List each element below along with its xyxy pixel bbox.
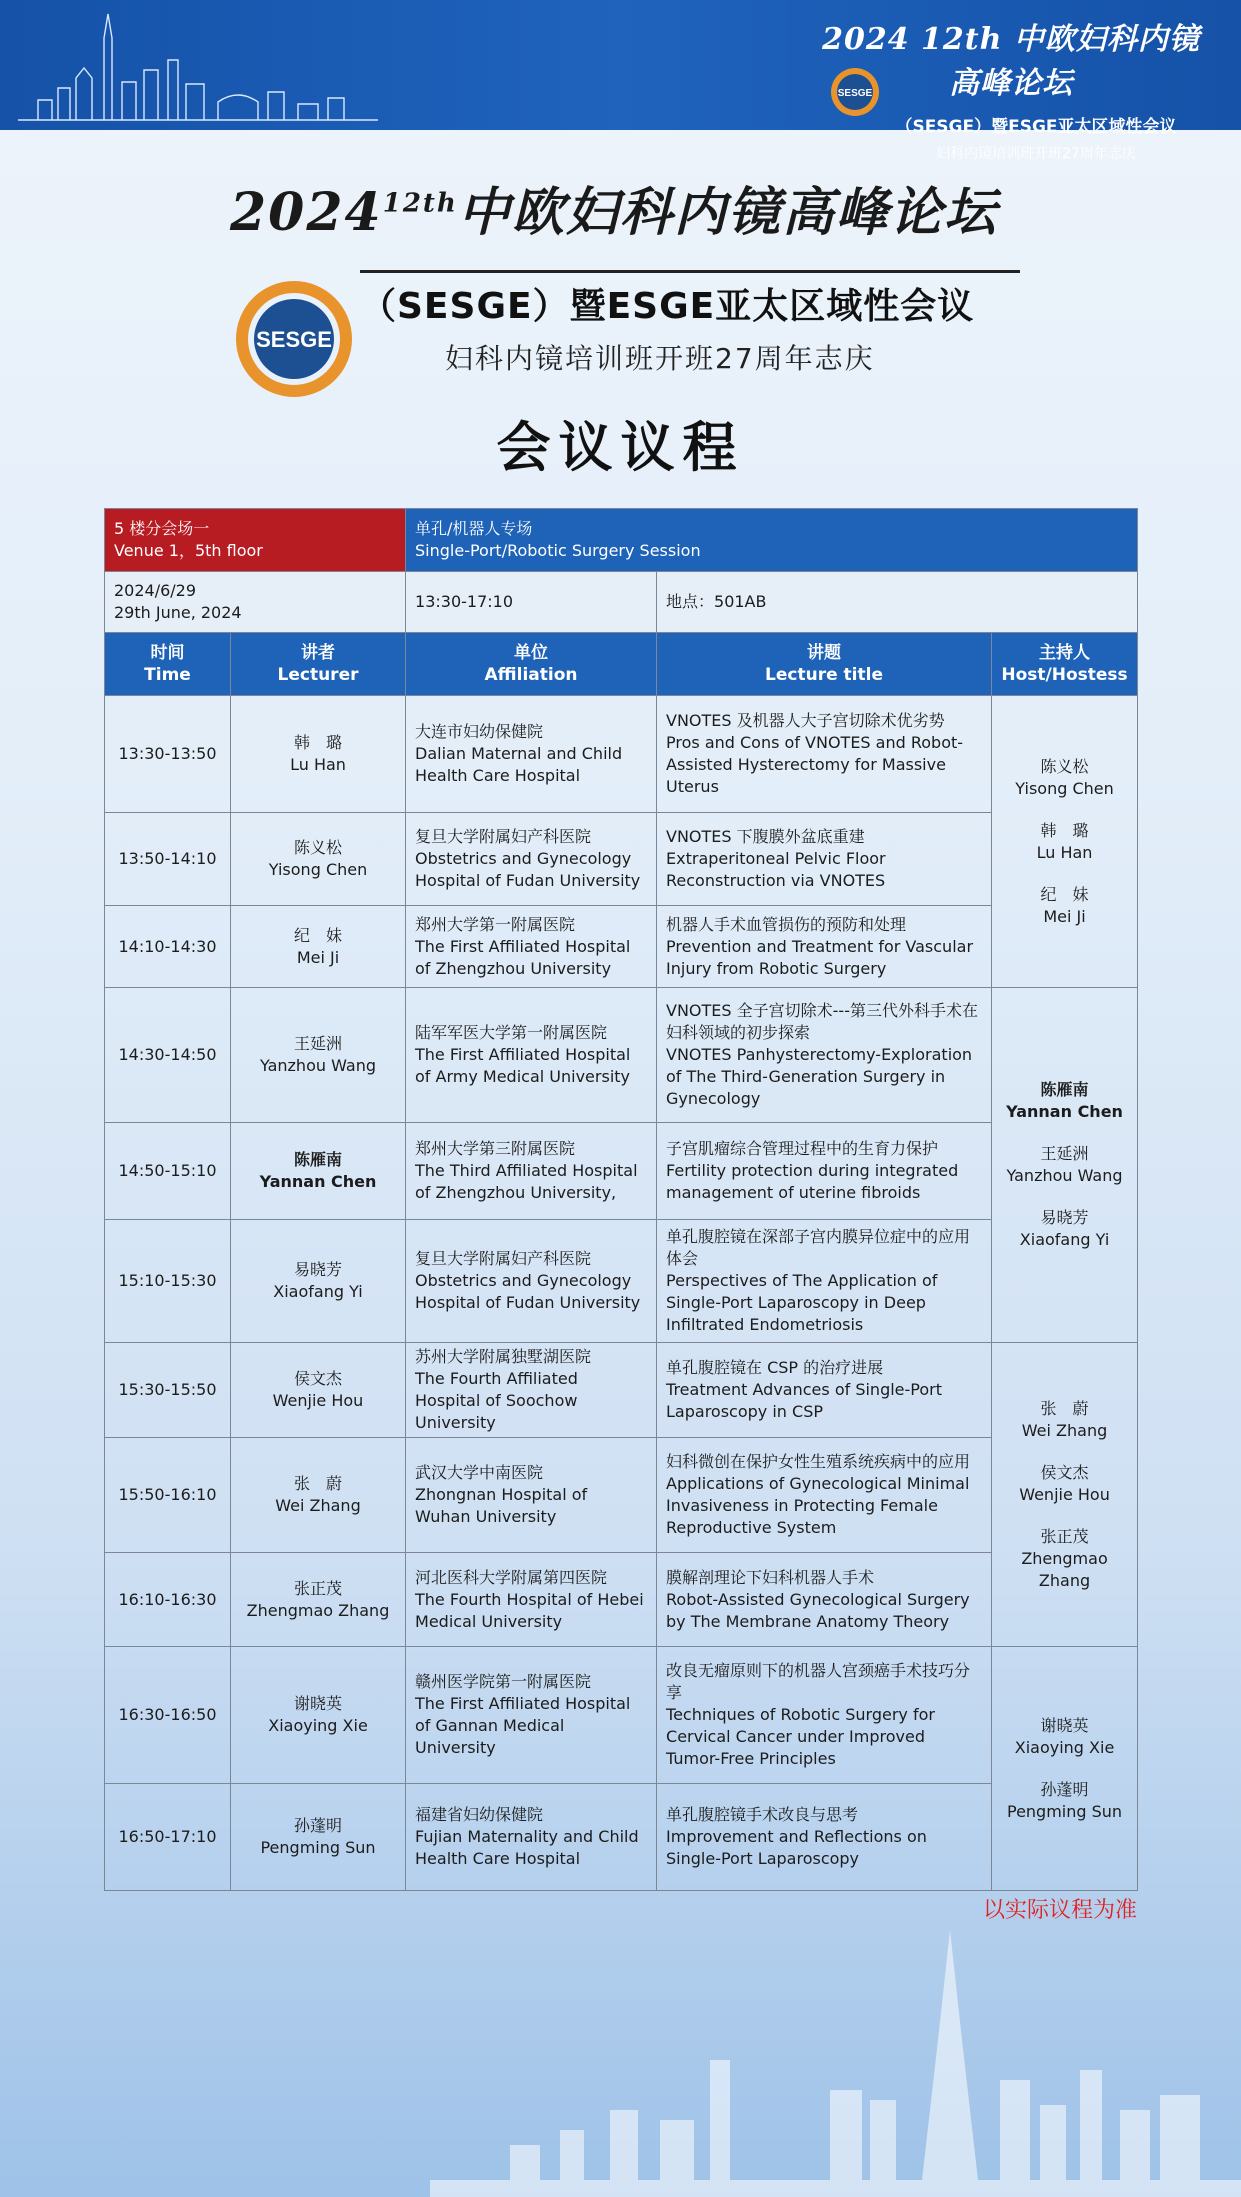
sesge-logo-small-icon — [829, 66, 881, 118]
session-cn: 单孔/机器人专场 — [415, 519, 533, 538]
logo-small-text: SESGE — [837, 88, 873, 99]
col-affiliation: 单位 Affiliation — [406, 633, 657, 696]
table-row — [105, 1553, 1138, 1647]
host-cell: 陈义松 Yisong Chen 韩 璐 Lu Han 纪 妹 Mei Ji — [992, 696, 1138, 988]
agenda-heading: 会议议程 — [496, 415, 745, 479]
affiliation-cell: 福建省妇幼保健院 Fujian Maternality and Child Health Care Hospital — [406, 1784, 657, 1891]
lecture-title-cell: 机器人手术血管损伤的预防和处理 Prevention and Treatment for Vascular Injury from Robotic Surgery — [657, 906, 992, 988]
disclaimer-note: 以实际议程为准 — [982, 1898, 1137, 1923]
time-cell: 15:30-15:50 — [105, 1343, 231, 1438]
lecture-title-cell: 改良无瘤原则下的机器人宫颈癌手术技巧分享 Techniques of Robotic Surgery for Cervical Cancer under Improved Tumor-Free Principles — [657, 1647, 992, 1784]
title-divider — [360, 270, 1020, 273]
host-cell: 陈雁南 Yannan Chen 王延洲 Yanzhou Wang 易晓芳 Xiaofang Yi — [992, 988, 1138, 1343]
date-cell — [105, 572, 406, 633]
host-cell: 谢晓英 Xiaoying Xie 孙蓬明 Pengming Sun — [992, 1647, 1138, 1891]
lecture-title-cell: 单孔腹腔镜在 CSP 的治疗进展 Treatment Advances of Single-Port Laparoscopy in CSP — [657, 1343, 992, 1438]
table-row — [105, 696, 1138, 813]
session-en: Single-Port/Robotic Surgery Session — [415, 541, 701, 560]
lecture-title-cell: 膜解剖理论下妇科机器人手术 Robot-Assisted Gynecological Surgery by The Membrane Anatomy Theory — [657, 1553, 992, 1647]
title-year: 2024 — [230, 182, 383, 243]
lecture-title-cell: VNOTES 全子宫切除术---第三代外科手术在妇科领域的初步探索 VNOTES Panhysterectomy-Exploration of The Third-Generation Surgery in Gynecology — [657, 988, 992, 1123]
location: 地点：501AB — [657, 572, 1138, 633]
affiliation-cell: 大连市妇幼保健院 Dalian Maternal and Child Health Care Hospital — [406, 696, 657, 813]
affiliation-cell: 武汉大学中南医院 Zhongnan Hospital of Wuhan University — [406, 1438, 657, 1553]
title-forum: 中欧妇科内镜高峰论坛 — [457, 182, 998, 243]
logo-text: SESGE — [256, 327, 332, 352]
time-cell: 14:30-14:50 — [105, 988, 231, 1123]
lecturer-cell: 谢晓英 Xiaoying Xie — [231, 1647, 406, 1784]
table-row — [105, 813, 1138, 906]
lecturer-cell: 易晓芳 Xiaofang Yi — [231, 1220, 406, 1343]
lecturer-cell: 孙蓬明 Pengming Sun — [231, 1784, 406, 1891]
table-row — [105, 1123, 1138, 1220]
banner-title: 2024 12th 中欧妇科内镜高峰论坛 — [822, 22, 1200, 101]
title-block — [230, 170, 1030, 245]
table-row — [105, 1343, 1138, 1438]
table-row — [105, 1220, 1138, 1343]
table-row — [105, 1784, 1138, 1891]
affiliation-cell: 赣州医学院第一附属医院 The First Affiliated Hospital of Gannan Medical University — [406, 1647, 657, 1784]
date-cn: 2024/6/29 — [114, 581, 197, 600]
session-time: 13:30-17:10 — [406, 572, 657, 633]
time-cell: 13:30-13:50 — [105, 696, 231, 813]
time-cell: 15:50-16:10 — [105, 1438, 231, 1553]
lecturer-cell: 侯文杰 Wenjie Hou — [231, 1343, 406, 1438]
time-cell: 16:10-16:30 — [105, 1553, 231, 1647]
affiliation-cell: 河北医科大学附属第四医院 The Fourth Hospital of Hebei Medical University — [406, 1553, 657, 1647]
top-banner — [0, 0, 1241, 162]
lecturer-cell: 张正茂 Zhengmao Zhang — [231, 1553, 406, 1647]
host-cell: 张 蔚 Wei Zhang 侯文杰 Wenjie Hou 张正茂 Zhengmao Zhang — [992, 1343, 1138, 1647]
date-en: 29th June, 2024 — [114, 603, 242, 622]
affiliation-cell: 苏州大学附属独墅湖医院 The Fourth Affiliated Hospital of Soochow University — [406, 1343, 657, 1438]
venue-en: Venue 1，5th floor — [114, 541, 263, 560]
anniversary-line: 妇科内镜培训班开班27周年志庆 — [445, 342, 875, 375]
agenda-table — [104, 508, 1138, 1891]
column-header-row — [105, 633, 1138, 696]
venue-cell — [105, 509, 406, 572]
venue-row — [105, 509, 1138, 572]
time-cell: 15:10-15:30 — [105, 1220, 231, 1343]
affiliation-cell: 陆军军医大学第一附属医院 The First Affiliated Hospital of Army Medical University — [406, 988, 657, 1123]
col-lecture-title: 讲题 Lecture title — [657, 633, 992, 696]
conference-subtitle: （SESGE）暨ESGE亚太区域性会议 — [360, 286, 975, 327]
city-skyline-icon — [18, 8, 378, 126]
lecturer-cell: 韩 璐 Lu Han — [231, 696, 406, 813]
affiliation-cell: 郑州大学第三附属医院 The Third Affiliated Hospital of Zhengzhou University, — [406, 1123, 657, 1220]
banner-subtitle: （SESGE）暨ESGE亚太区域性会议 — [895, 117, 1177, 137]
lecturer-cell: 王延洲 Yanzhou Wang — [231, 988, 406, 1123]
banner-title-block — [821, 14, 1201, 163]
table-row — [105, 906, 1138, 988]
venue-cn: 5 楼分会场一 — [114, 519, 210, 538]
affiliation-cell: 复旦大学附属妇产科医院 Obstetrics and Gynecology Hospital of Fudan University — [406, 1220, 657, 1343]
city-skyline-bottom-icon — [430, 1930, 1241, 2197]
time-cell: 14:10-14:30 — [105, 906, 231, 988]
time-cell: 16:50-17:10 — [105, 1784, 231, 1891]
time-cell: 14:50-15:10 — [105, 1123, 231, 1220]
lecture-title-cell: 妇科微创在保护女性生殖系统疾病中的应用 Applications of Gynecological Minimal Invasiveness in Protecting Female Reproductive System — [657, 1438, 992, 1553]
table-row — [105, 1438, 1138, 1553]
col-host: 主持人 Host/Hostess — [992, 633, 1138, 696]
time-cell: 13:50-14:10 — [105, 813, 231, 906]
lecture-title-cell: VNOTES 下腹膜外盆底重建 Extraperitoneal Pelvic Floor Reconstruction via VNOTES — [657, 813, 992, 906]
affiliation-cell: 郑州大学第一附属医院 The First Affiliated Hospital of Zhengzhou University — [406, 906, 657, 988]
col-lecturer: 讲者 Lecturer — [231, 633, 406, 696]
main-title — [230, 170, 1030, 245]
time-cell: 16:30-16:50 — [105, 1647, 231, 1784]
lecturer-cell: 陈雁南 Yannan Chen — [231, 1123, 406, 1220]
banner-subtitle-2: 妇科内镜培训班开班27周年志庆 — [936, 146, 1136, 162]
affiliation-cell: 复旦大学附属妇产科医院 Obstetrics and Gynecology Hospital of Fudan University — [406, 813, 657, 906]
col-time: 时间 Time — [105, 633, 231, 696]
sesge-logo-icon — [238, 283, 350, 395]
lecture-title-cell: 单孔腹腔镜手术改良与思考 Improvement and Reflections on Single-Port Laparoscopy — [657, 1784, 992, 1891]
session-cell — [406, 509, 1138, 572]
lecture-title-cell: 子宫肌瘤综合管理过程中的生育力保护 Fertility protection during integrated management of uterine fibroids — [657, 1123, 992, 1220]
lecture-title-cell: VNOTES 及机器人大子宫切除术优劣势 Pros and Cons of VNOTES and Robot-Assisted Hysterectomy for Massive Uterus — [657, 696, 992, 813]
lecturer-cell: 纪 妹 Mei Ji — [231, 906, 406, 988]
lecturer-cell: 陈义松 Yisong Chen — [231, 813, 406, 906]
title-edition: 12th — [382, 188, 458, 219]
table-row — [105, 988, 1138, 1123]
lecturer-cell: 张 蔚 Wei Zhang — [231, 1438, 406, 1553]
lecture-title-cell: 单孔腹腔镜在深部子宫内膜异位症中的应用体会 Perspectives of The Application of Single-Port Laparoscopy in Deep Infiltrated Endometriosis — [657, 1220, 992, 1343]
info-row — [105, 572, 1138, 633]
table-row — [105, 1647, 1138, 1784]
